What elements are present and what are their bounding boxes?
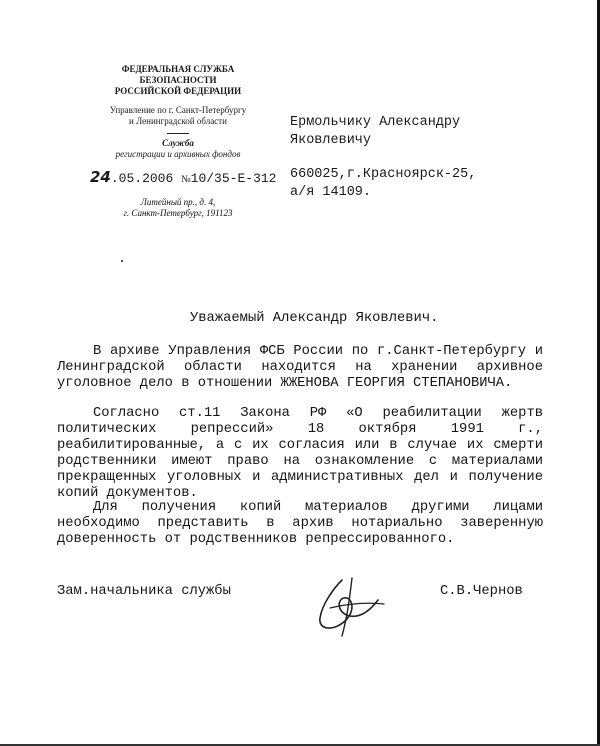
paragraph-copies: Для получения копий материалов другими лицами необходимо представить в архив нотариально заверенную доверенность от родственников репрессированного.	[57, 500, 543, 547]
addressee-patronymic: Яковлевичу	[290, 133, 372, 148]
reference-number: 10/35-Е-312	[190, 171, 277, 186]
org-line: ФЕДЕРАЛЬНАЯ СЛУЖБА	[121, 64, 235, 74]
dept-line: и Ленинградской области	[129, 116, 227, 126]
letterhead-divider	[167, 133, 189, 134]
signer-name: С.В.Чернов	[440, 584, 523, 599]
addressee-pobox: а/я 14109.	[290, 185, 372, 200]
org-line: РОССИЙСКОЙ ФЕДЕРАЦИИ	[114, 86, 242, 96]
salutation: Уважаемый Александр Яковлевич.	[190, 311, 439, 326]
letterhead-organization	[78, 64, 278, 97]
address-line: г. Санкт-Петербург, 191123	[123, 208, 233, 218]
signer-title: Зам.начальника службы	[57, 584, 231, 599]
paragraph-law: Согласно ст.11 Закона РФ «О реабилитации жертв политических репрессий» 18 октября 1991 г., реабилитированные, а с их согласия или в случае их смерти родственники имеют право на ознакомление с материалами прекращенных уголовных и административных дел и получение копий документов.	[57, 406, 543, 501]
reference-line	[90, 168, 290, 186]
addressee-name: Ермольчику Александру	[290, 115, 461, 130]
scan-speck	[121, 260, 123, 262]
addressee-city: 660025,г.Красноярск-25,	[290, 167, 477, 182]
paragraph-archive: В архиве Управления ФСБ России по г.Санкт-Петербургу и Ленинградской области находится на хранении архивное уголовное дело в отношении ЖЖЕНОВА ГЕОРГИЯ СТЕПАНОВИЧА.	[57, 344, 543, 391]
org-line: БЕЗОПАСНОСТИ	[139, 75, 217, 85]
letterhead	[78, 64, 278, 160]
handwritten-day: 24	[90, 168, 111, 186]
addressee-block	[290, 114, 590, 202]
dept-line: Управление по г. Санкт-Петербургу	[109, 105, 247, 115]
service-subtitle: регистрации и архивных фондов	[115, 149, 241, 159]
letterhead-department	[78, 105, 278, 127]
printed-date: .05.2006	[110, 171, 174, 186]
service-title: Служба	[162, 138, 194, 148]
letterhead-address	[78, 197, 278, 219]
address-line: Литейный пр., д. 4,	[140, 197, 216, 207]
handwritten-signature	[312, 574, 392, 638]
number-sign: №	[181, 174, 191, 185]
